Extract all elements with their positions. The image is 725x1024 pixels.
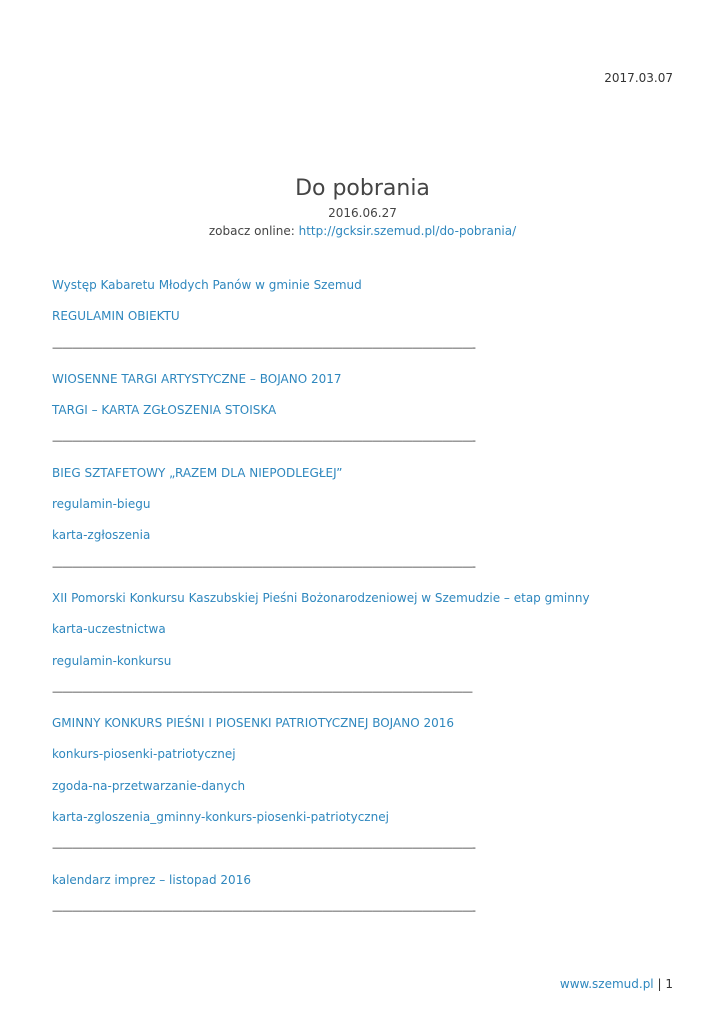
see-online-label: zobacz online: xyxy=(208,224,295,238)
post-date: 2016.06.27 xyxy=(328,206,397,220)
see-online-link[interactable]: http://gcksir.szemud.pl/do-pobrania/ xyxy=(298,224,517,238)
separator-line: —————————————————————————————————————————— xyxy=(52,684,472,698)
download-link[interactable]: karta-zgloszenia_gminny-konkurs-piosenki-patriotycznej xyxy=(52,810,389,825)
download-link[interactable]: regulamin-konkursu xyxy=(52,653,172,668)
separator-line: ——————————————————————————————————————————- xyxy=(52,434,475,448)
separator-line: ——————————————————————————————————————————- xyxy=(52,559,475,573)
see-online xyxy=(0,224,725,239)
download-link[interactable]: REGULAMIN OBIEKTU xyxy=(52,309,180,324)
page-title: Do pobrania xyxy=(295,176,430,201)
print-date: 2017.03.07 xyxy=(604,71,673,85)
download-link[interactable]: regulamin-biegu xyxy=(52,497,151,512)
page-footer xyxy=(560,977,673,991)
footer-separator: | xyxy=(657,977,662,991)
footer-site-link[interactable]: www.szemud.pl xyxy=(559,977,654,991)
separator-line: ——————————————————————————————————————————- xyxy=(52,903,475,917)
download-link[interactable]: kalendarz imprez – listopad 2016 xyxy=(52,872,251,887)
download-list xyxy=(52,276,672,933)
download-link[interactable]: BIEG SZTAFETOWY „RAZEM DLA NIEPODLEGŁEJ” xyxy=(52,465,343,480)
separator-line: ——————————————————————————————————————————- xyxy=(52,340,475,354)
download-link[interactable]: karta-uczestnictwa xyxy=(52,622,166,637)
download-link[interactable]: konkurs-piosenki-patriotycznej xyxy=(52,747,236,762)
download-link[interactable]: karta-zgłoszenia xyxy=(52,528,151,543)
download-link[interactable]: WIOSENNE TARGI ARTYSTYCZNE – BOJANO 2017 xyxy=(52,371,342,386)
download-link[interactable]: zgoda-na-przetwarzanie-danych xyxy=(52,778,246,793)
page-number: 1 xyxy=(665,977,673,991)
separator-line: ——————————————————————————————————————————- xyxy=(52,841,475,855)
download-link[interactable]: TARGI – KARTA ZGŁOSZENIA STOISKA xyxy=(52,403,277,418)
download-link[interactable]: Występ Kabaretu Młodych Panów w gminie Szemud xyxy=(52,278,362,292)
download-link[interactable]: GMINNY KONKURS PIEŚNI I PIOSENKI PATRIOTYCZNEJ BOJANO 2016 xyxy=(52,716,454,731)
title-block xyxy=(0,176,725,239)
download-link[interactable]: XII Pomorski Konkursu Kaszubskiej Pieśni Bożonarodzeniowej w Szemudzie – etap gminny xyxy=(52,590,590,605)
